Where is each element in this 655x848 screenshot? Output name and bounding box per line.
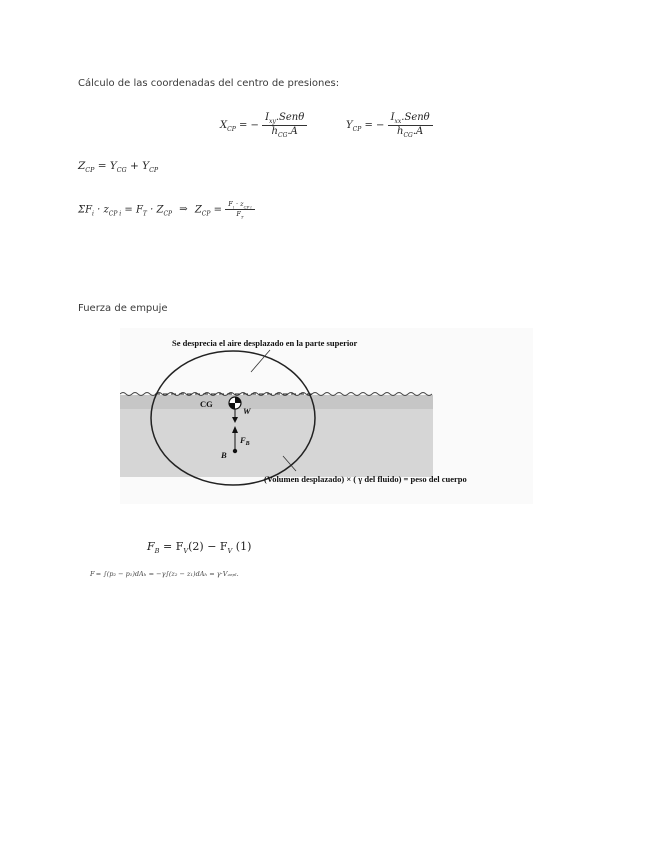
section-heading-fuerza-empuje: Fuerza de empuje bbox=[78, 303, 168, 314]
buoyancy-figure bbox=[120, 328, 533, 504]
formula-buoyancy-integral: F = ∫(p₂ − p₁)dAₕ = −γ∫(z₂ − z₁)dAₕ = γ·Vₔₑₚₗ. bbox=[90, 570, 239, 578]
fb-label: $F_B$ bbox=[240, 435, 250, 447]
cg-label: CG bbox=[200, 399, 213, 409]
bottom-label: (Volumen desplazado) × ( γ del fluido) = peso del cuerpo bbox=[264, 474, 467, 484]
formula-xcp: $X_{CP}$ = − $\frac{I_{xy}.Sen\theta}{h_{CG}.A}$ bbox=[220, 112, 307, 139]
formula-sum-moments: $\Sigma F_i \cdot z_{CP i} = F_T \cdot Z_{CP}$ ⇒ $Z_{CP}$ = $\frac{F_i \cdot z_{CP i}}{F_T}$ bbox=[78, 200, 255, 220]
w-label: W bbox=[243, 406, 251, 416]
formula-ycp: $Y_{CP}$ = − $\frac{I_{xx}.Sen\theta}{h_{CG}.A}$ bbox=[346, 112, 433, 139]
formula-buoyancy-force: $F_B = F_V(2) - F_V$ (1) bbox=[147, 540, 252, 556]
section-heading-centro-presiones: Cálculo de las coordenadas del centro de presiones: bbox=[78, 78, 340, 89]
b-label: B bbox=[221, 450, 227, 460]
buoyancy-center-dot bbox=[233, 449, 237, 453]
water-surface-band bbox=[120, 395, 433, 409]
formula-zcp: $Z_{CP} = Y_{CG} + Y_{CP}$ bbox=[78, 160, 159, 175]
top-label: Se desprecia el aire desplazado en la parte superior bbox=[172, 338, 358, 348]
